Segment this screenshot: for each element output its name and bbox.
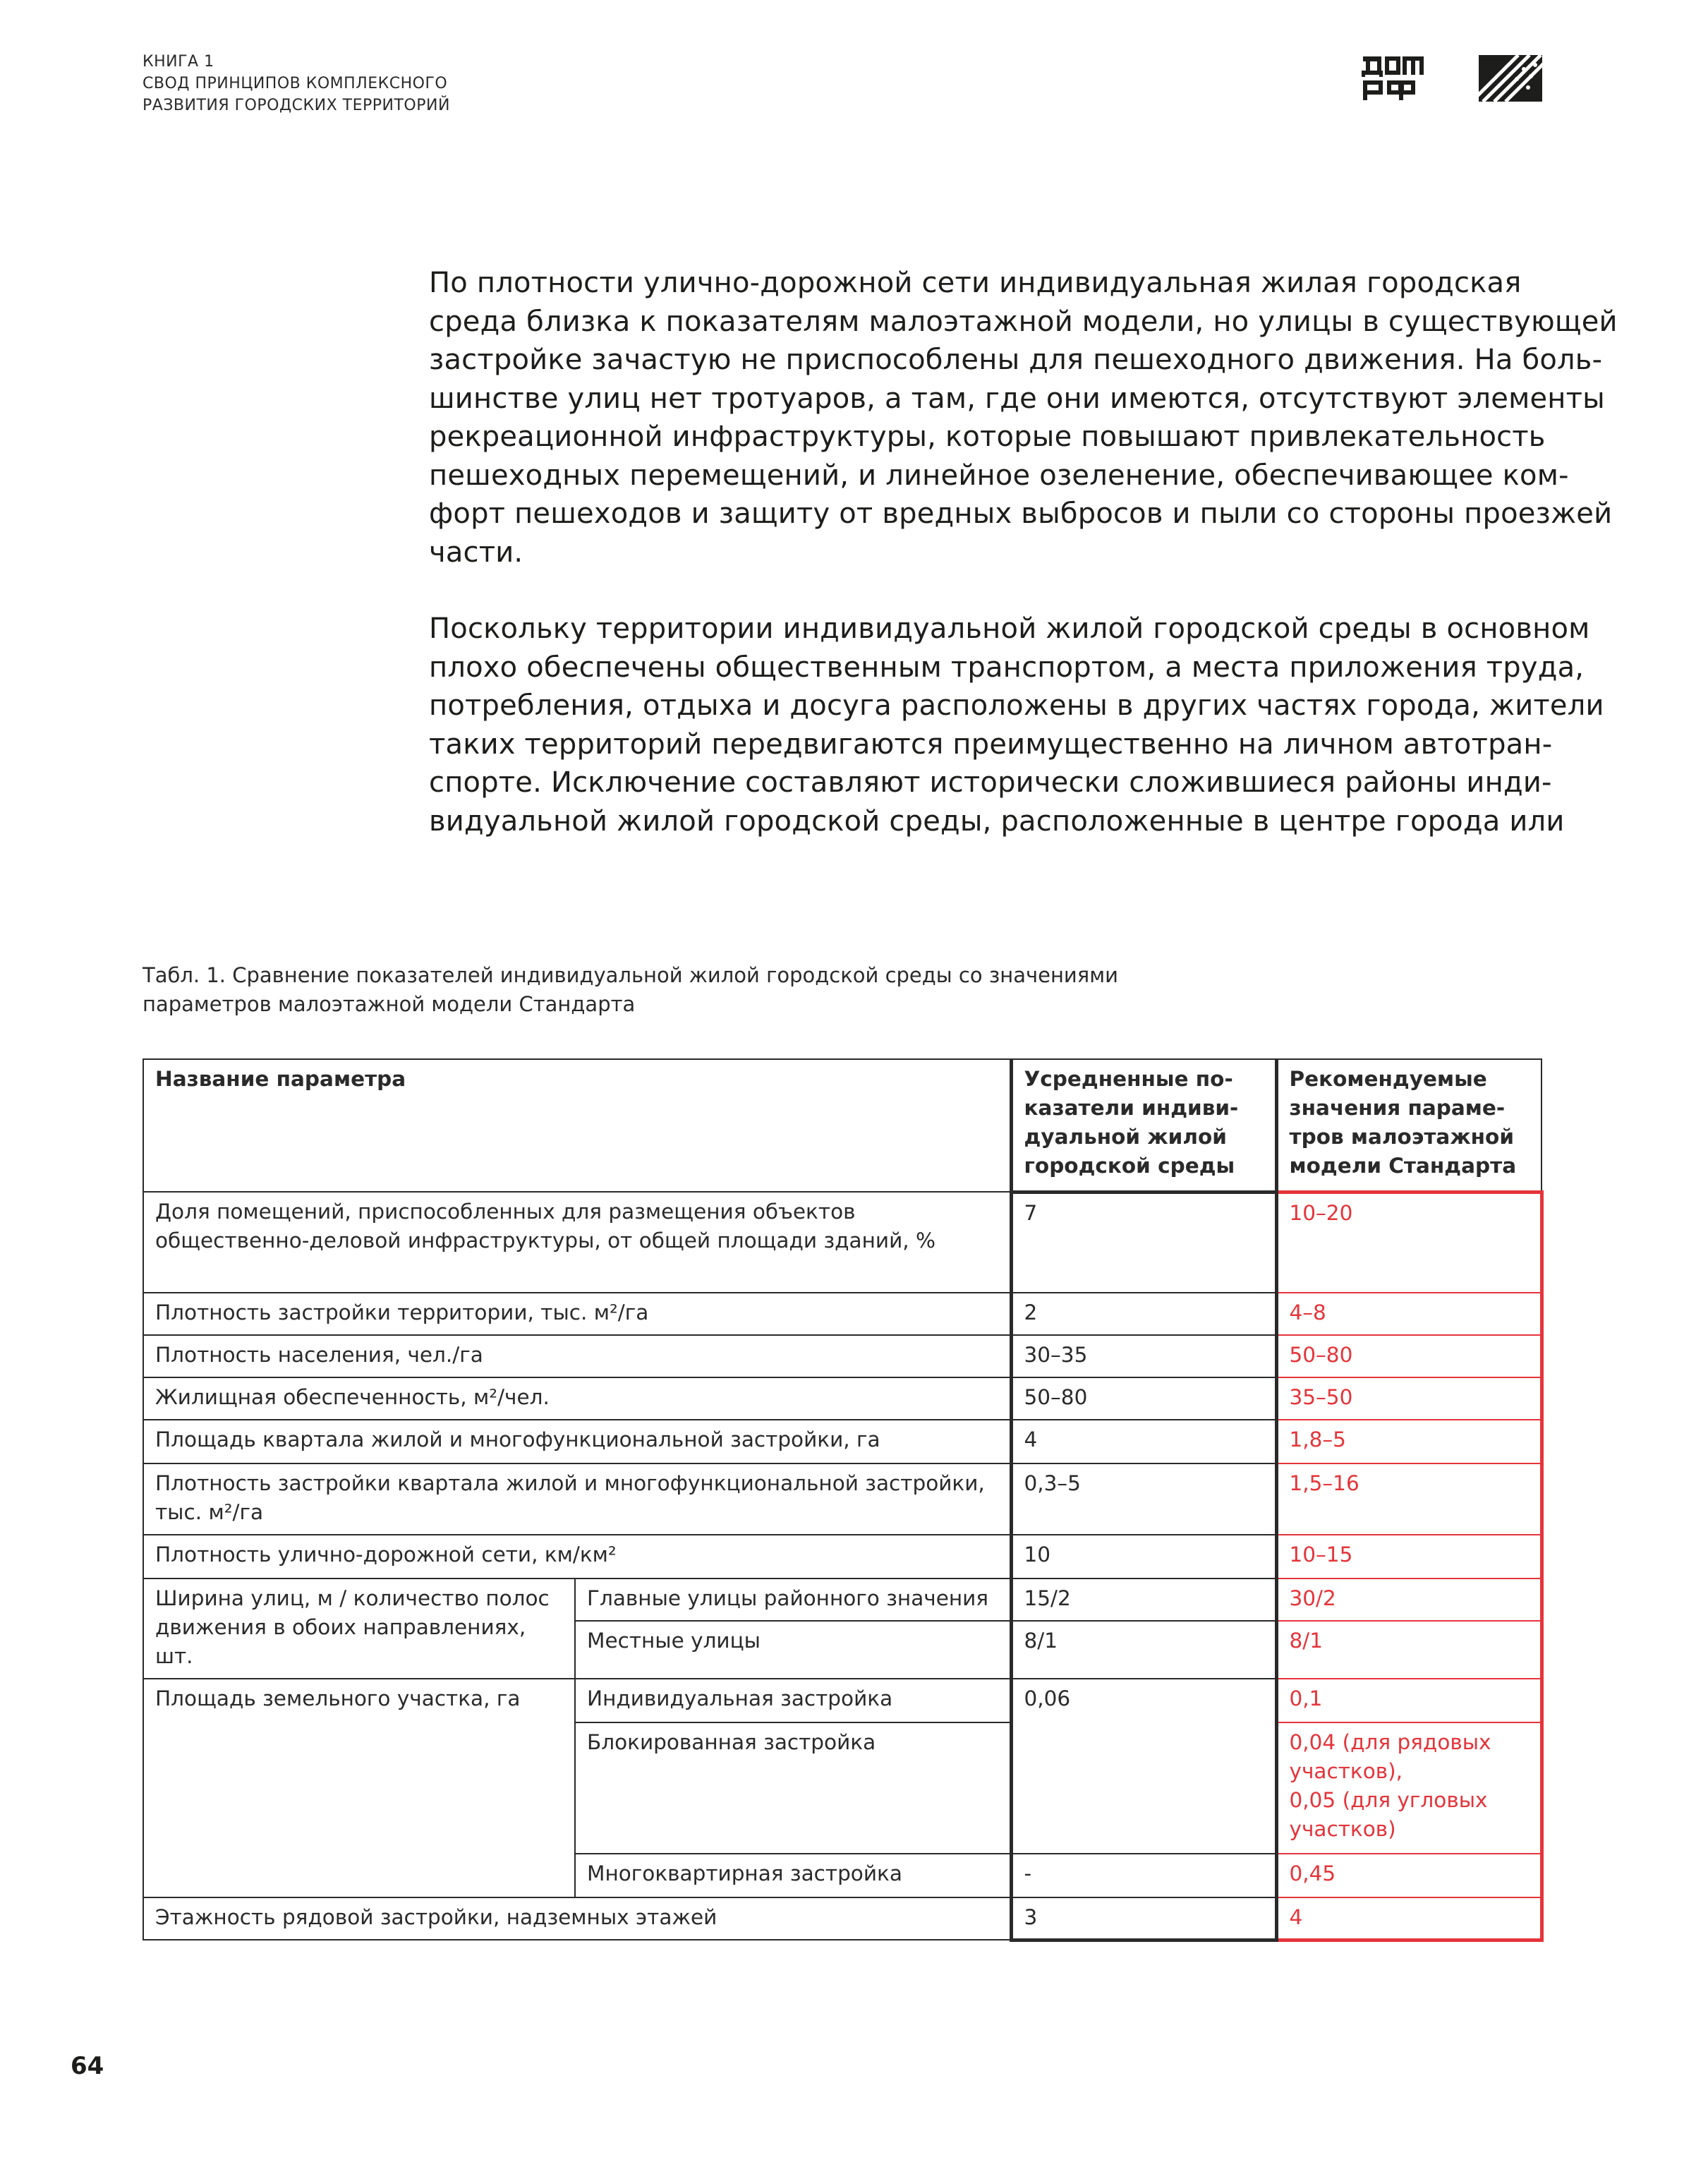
- sub-param: Индивидуальная застройка: [575, 1679, 1011, 1722]
- header-line: КНИГА 1: [143, 53, 214, 71]
- rec-text: 0,04 (для рядовых участков), 0,05 (для угловых участков): [1289, 1730, 1491, 1841]
- rec-value: 0,45: [1276, 1854, 1542, 1897]
- rec-value: 35–50: [1276, 1377, 1542, 1420]
- rec-value: 10–15: [1276, 1535, 1542, 1579]
- text-line: части.: [429, 536, 523, 569]
- page-number: 64: [71, 2052, 104, 2080]
- table-row: [143, 1377, 1542, 1420]
- header-line: СВОД ПРИНЦИПОВ КОМПЛЕКСНОГО: [143, 75, 448, 92]
- avg-value: 0,3–5: [1011, 1463, 1276, 1535]
- param-name: Этажность рядовой застройки, надземных этажей: [143, 1897, 1011, 1940]
- table-row: [143, 1335, 1542, 1377]
- avg-value: 0,06: [1011, 1679, 1276, 1854]
- header-name: Название параметра: [143, 1059, 1011, 1192]
- param-text: Плотность застройки квартала жилой и многофункциональной застройки, тыс. м²/га: [155, 1471, 985, 1524]
- table-row: [143, 1463, 1542, 1535]
- table-header-row: [143, 1059, 1542, 1192]
- text-line: плохо обеспечены общественным транспортом, а места приложения труда,: [429, 651, 1585, 684]
- table-row: [143, 1897, 1542, 1940]
- rec-value: 0,1: [1276, 1679, 1542, 1722]
- sub-param: Местные улицы: [575, 1621, 1011, 1679]
- rec-value: 1,8–5: [1276, 1420, 1542, 1463]
- pattern-logo: [1479, 55, 1542, 102]
- param-name: Площадь квартала жилой и многофункциональной застройки, га: [143, 1420, 1011, 1463]
- text-line: потребления, отдыха и досуга расположены в других частях города, жители: [429, 689, 1604, 722]
- text-line: форт пешеходов и защиту от вредных выбросов и пыли со стороны проезжей: [429, 497, 1613, 530]
- param-name: Плотность улично-дорожной сети, км/км²: [143, 1535, 1011, 1579]
- caption-line: параметров малоэтажной модели Стандарта: [143, 992, 636, 1016]
- header-rec-text: Рекомендуемые значения параме- тров малоэтажной модели Стандарта: [1289, 1067, 1517, 1178]
- sub-param: Многоквартирная застройка: [575, 1854, 1011, 1897]
- sub-param: Блокированная застройка: [575, 1722, 1011, 1854]
- header-avg: [1011, 1059, 1276, 1192]
- avg-value: 2: [1011, 1293, 1276, 1335]
- table-row: [143, 1293, 1542, 1335]
- text-line: видуальной жилой городской среды, расположенные в центре города или: [429, 804, 1565, 838]
- rec-value: [1276, 1722, 1542, 1854]
- avg-value: 30–35: [1011, 1335, 1276, 1377]
- table-caption: [143, 961, 1118, 1019]
- param-name: [143, 1463, 1011, 1535]
- header-line: РАЗВИТИЯ ГОРОДСКИХ ТЕРРИТОРИЙ: [143, 97, 450, 114]
- param-text: Ширина улиц, м / количество полос движения в обоих направлениях, шт.: [155, 1586, 550, 1668]
- param-name: Площадь земельного участка, га: [143, 1679, 575, 1897]
- text-line: По плотности улично-дорожной сети индивидуальная жилая городская: [429, 267, 1522, 299]
- dom-rf-logo: [1362, 55, 1425, 102]
- param-name: Плотность застройки территории, тыс. м²/га: [143, 1293, 1011, 1335]
- avg-value: 10: [1011, 1535, 1276, 1579]
- paragraph-1: [429, 264, 1618, 572]
- paragraph-2: [429, 610, 1604, 840]
- avg-value: 50–80: [1011, 1377, 1276, 1420]
- text-line: рекреационной инфраструктуры, которые повышают привлекательность: [429, 421, 1546, 453]
- rec-value: 10–20: [1276, 1192, 1542, 1293]
- table-row: [143, 1679, 1542, 1722]
- avg-value: 8/1: [1011, 1621, 1276, 1679]
- table-row: [143, 1420, 1542, 1463]
- table-row: [143, 1579, 1542, 1621]
- header-avg-text: Усредненные по- казатели индиви- дуальной жилой городской среды: [1024, 1067, 1239, 1178]
- body-text: [429, 264, 1618, 840]
- text-line: спорте. Исключение составляют исторически сложившиеся районы инди-: [429, 766, 1552, 799]
- avg-value: -: [1011, 1854, 1276, 1897]
- param-name: [143, 1192, 1011, 1293]
- text-line: Поскольку территории индивидуальной жилой городской среды в основном: [429, 612, 1590, 645]
- rec-value: 50–80: [1276, 1335, 1542, 1377]
- avg-value: 3: [1011, 1897, 1276, 1940]
- sub-param: Главные улицы районного значения: [575, 1579, 1011, 1621]
- rec-value: 4–8: [1276, 1293, 1542, 1335]
- text-line: шинстве улиц нет тротуаров, а там, где они имеются, отсутствуют элементы: [429, 382, 1605, 415]
- param-name: Жилищная обеспеченность, м²/чел.: [143, 1377, 1011, 1420]
- table-row: [143, 1192, 1542, 1293]
- text-line: таких территорий передвигаются преимущественно на личном автотран-: [429, 728, 1553, 761]
- text-line: застройке зачастую не приспособлены для пешеходного движения. На боль-: [429, 344, 1603, 376]
- text-line: пешеходных перемещений, и линейное озеленение, обеспечивающее ком-: [429, 459, 1569, 492]
- rec-value: 30/2: [1276, 1579, 1542, 1621]
- rec-value: 8/1: [1276, 1621, 1542, 1679]
- avg-value: 15/2: [1011, 1579, 1276, 1621]
- avg-value: 4: [1011, 1420, 1276, 1463]
- caption-line: Табл. 1. Сравнение показателей индивидуальной жилой городской среды со значениями: [143, 963, 1118, 987]
- table-row: [143, 1535, 1542, 1579]
- comparison-table: [143, 1058, 1544, 1942]
- rec-value: 4: [1276, 1897, 1542, 1940]
- text-line: среда близка к показателям малоэтажной модели, но улицы в существующей: [429, 305, 1618, 338]
- avg-value: 7: [1011, 1192, 1276, 1293]
- param-text: Доля помещений, приспособленных для размещения объектов общественно-деловой инфраструктуры, от общей площади зданий, %: [155, 1200, 936, 1252]
- book-header: [143, 51, 450, 116]
- header-rec: [1276, 1059, 1542, 1192]
- param-name: Плотность населения, чел./га: [143, 1335, 1011, 1377]
- param-name: [143, 1579, 575, 1679]
- rec-value: 1,5–16: [1276, 1463, 1542, 1535]
